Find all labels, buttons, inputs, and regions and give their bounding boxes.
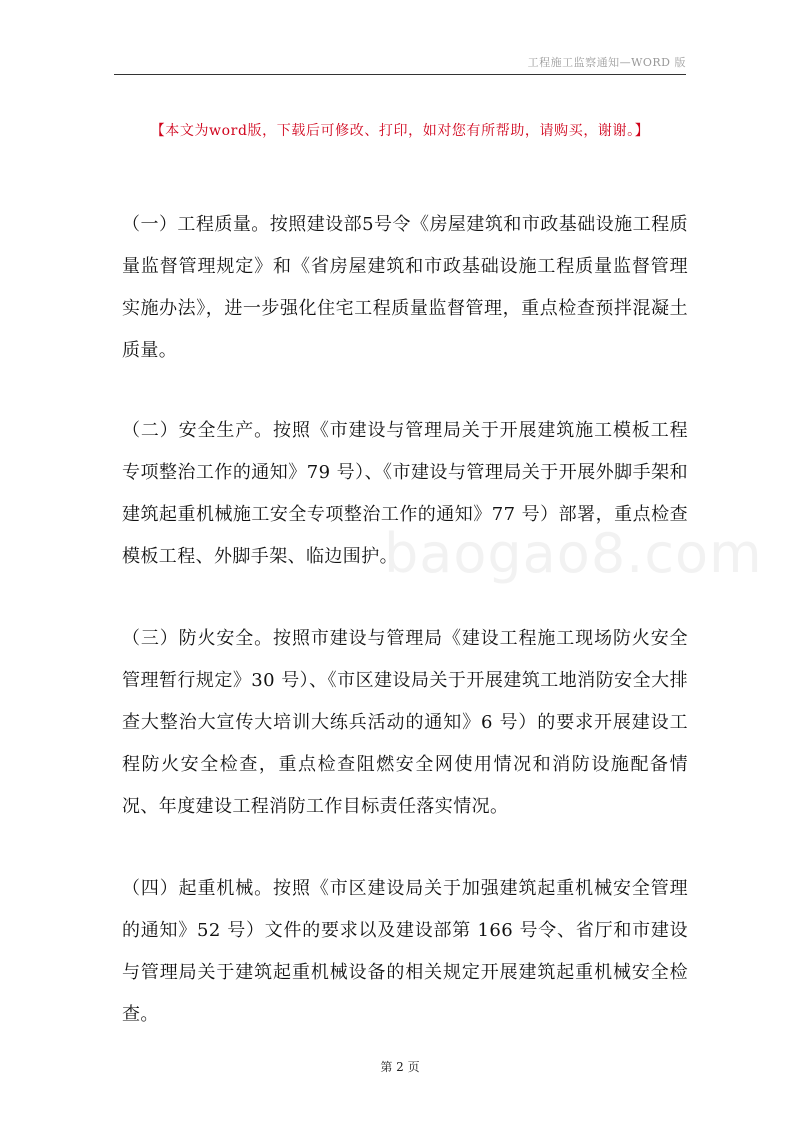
- purchase-notice: 【本文为word版，下载后可修改、打印，如对您有所帮助，请购买，谢谢。】: [150, 123, 650, 139]
- header-divider: [114, 74, 686, 75]
- paragraph-quality: （一）工程质量。按照建设部5号令《房屋建筑和市政基础设施工程质量监督管理规定》和《省房屋建筑和市政基础设施工程质量监督管理实施办法》，进一步强化住宅工程质量监督管理，重点检查预拌混凝土质量。: [122, 214, 688, 361]
- document-body: [122, 204, 688, 1076]
- paragraph-cranes: （四）起重机械。按照《市区建设局关于加强建筑起重机械安全管理的通知》52 号）文件的要求以及建设部第 166 号令、省厅和市建设与管理局关于建筑起重机械设备的相关规定开展建筑起重机械安全检查。: [122, 878, 688, 1025]
- document-header-title: 工程施工监察通知—WORD 版: [527, 56, 686, 69]
- paragraph-fire-safety: （三）防火安全。按照市建设与管理局《建设工程施工现场防火安全管理暂行规定》30 号）、《市区建设局关于开展建筑工地消防安全大排查大整治大宣传大培训大练兵活动的通知》6 号）的要求开展建设工程防火安全检查，重点检查阻燃安全网使用情况和消防设施配备情况、年度建设工程消防工作目标责任落实情况。: [122, 628, 688, 817]
- paragraph-safety: （二）安全生产。按照《市建设与管理局关于开展建筑施工模板工程专项整治工作的通知》79 号）、《市建设与管理局关于开展外脚手架和建筑起重机械施工安全专项整治工作的通知》77 号）部署，重点检查模板工程、外脚手架、临边围护。: [122, 420, 688, 567]
- watermark: baogao8.com: [384, 522, 763, 585]
- page-number: 第 2 页: [380, 1060, 420, 1074]
